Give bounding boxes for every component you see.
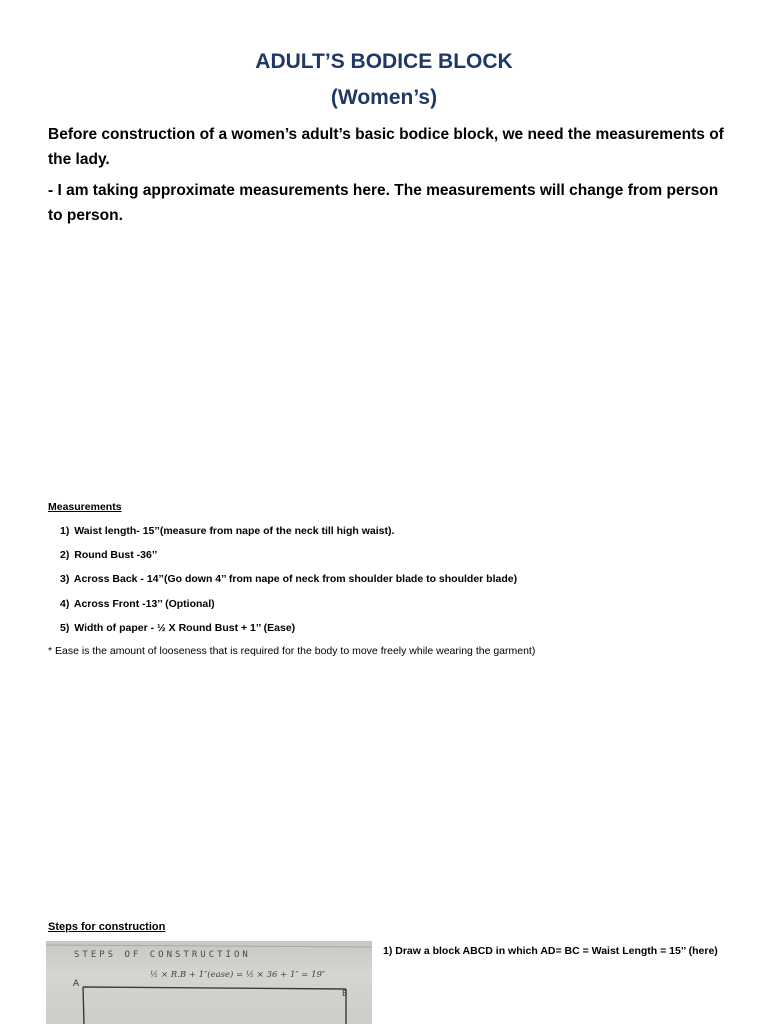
handwritten-title: STEPS OF CONSTRUCTION [74,950,251,960]
measurement-item: 5) Width of paper - ½ X Round Bust + 1’’ (Ease) [60,621,296,634]
intro-note: - I am taking approximate measurements here. The measurements will change from person to person. [48,182,719,224]
ease-note: * Ease is the amount of looseness that is required for the body to move freely while wearing the garment) [48,645,536,657]
measurement-item: 3) Across Back - 14’’(Go down 4’’ from nape of neck from shoulder blade to shoulder blade) [60,573,518,586]
measurement-item: 2) Round Bust -36’’ [60,549,158,562]
construction-photo [46,941,372,1024]
document-subtitle: (Women’s) [330,86,438,109]
label-b: B [342,989,348,998]
steps-heading: Steps for construction [48,921,166,933]
block-left-line [83,987,84,1024]
measurements-list [60,521,517,642]
measurement-item: 4) Across Front -13’’ (Optional) [60,597,215,610]
label-a: A [73,979,80,989]
document-title: ADULT’S BODICE BLOCK [255,50,513,73]
measurement-item: 1) Waist length- 15’’(measure from nape of the neck till high waist). [60,525,395,537]
intro-paragraph: Before construction of a women’s adult’s basic bodice block, we need the measurements of the lady. [48,126,724,168]
construction-sketch [46,941,372,1024]
step-1-text: 1) Draw a block ABCD in which AD= BC = Waist Length = 15’’ (here) [383,945,718,957]
block-top-line [83,987,346,989]
measurements-heading: Measurements [48,501,122,513]
handwritten-formula: ½ × R.B + 1″(ease) = ½ × 36 + 1″ = 19″ [150,970,326,980]
